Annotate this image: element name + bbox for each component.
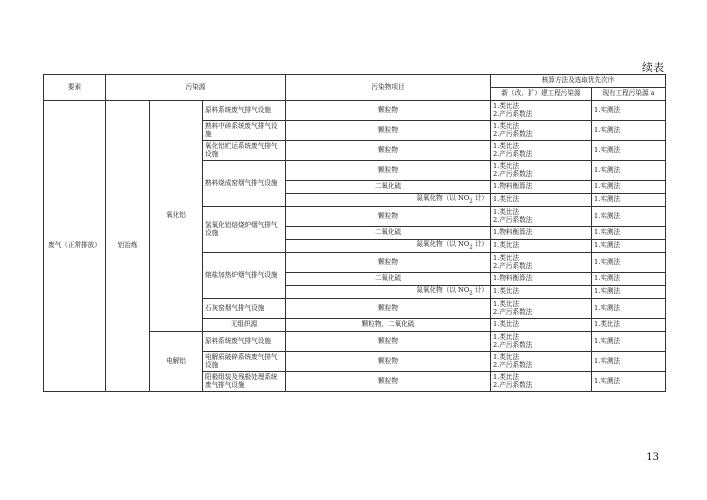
pollutant-cell: 氮氧化物（以 $NO_2$ 计） [286, 194, 491, 207]
new-method-cell: 1.类比法 2.产污系数法 [491, 141, 592, 161]
existing-method-cell: 1.实测法 [592, 286, 666, 299]
header-element: 要素 [44, 75, 106, 101]
existing-method-cell: 1.实测法 [592, 141, 666, 161]
pollutant-cell: 氮氧化物（以 $NO_2$ 计） [286, 240, 491, 253]
existing-method-cell: 1.实测法 [592, 194, 666, 207]
existing-method-cell: 1.实测法 [592, 299, 666, 319]
new-method-cell: 1.类比法 [491, 286, 592, 299]
pollutant-cell: 颗粒物 [286, 101, 491, 121]
facility-cell: 无组织源 [203, 319, 286, 332]
page-number: 13 [646, 452, 659, 463]
existing-method-cell: 1.实测法 [592, 273, 666, 286]
pollutant-cell: 颗粒物 [286, 207, 491, 227]
existing-method-cell: 1.实测法 [592, 121, 666, 141]
pollutant-cell: 二氧化硫 [286, 181, 491, 194]
new-method-cell: 1.类比法 [491, 194, 592, 207]
facility-cell: 熟料烧成窑烟气排气设施 [203, 161, 286, 207]
pollution-source-table [43, 74, 666, 392]
table-row [44, 101, 666, 121]
pollutant-cell: 二氧化硫 [286, 273, 491, 286]
pollutant-cell: 颗粒物 [286, 352, 491, 372]
header-new-source: 新（改、扩）建工程污染源 [491, 88, 592, 101]
facility-cell: 熔盐加热炉烟气排气设施 [203, 253, 286, 299]
new-method-cell: 1.类比法 2.产污系数法 [491, 207, 592, 227]
pollutant-cell: 颗粒物 [286, 332, 491, 352]
facility-cell: 电解质破碎系统废气排气设施 [203, 352, 286, 372]
new-method-cell: 1.类比法 2.产污系数法 [491, 352, 592, 372]
facility-cell: 氧化铝贮运系统废气排气设施 [203, 141, 286, 161]
header-source: 污染源 [106, 75, 286, 101]
new-method-cell: 1.物料衡算法 [491, 273, 592, 286]
new-method-cell: 1.类比法 2.产污系数法 [491, 121, 592, 141]
pollutant-cell: 颗粒物 [286, 161, 491, 181]
existing-method-cell: 1.实测法 [592, 253, 666, 273]
new-method-cell: 1.类比法 2.产污系数法 [491, 101, 592, 121]
pollutant-cell: 颗粒物、二氧化硫 [286, 319, 491, 332]
existing-method-cell: 1.实测法 [592, 240, 666, 253]
header-method-group: 核算方法及选取优先次序 [491, 75, 666, 88]
new-method-cell: 1.物料衡算法 [491, 181, 592, 194]
pollutant-cell: 颗粒物 [286, 253, 491, 273]
pollutant-cell: 颗粒物 [286, 299, 491, 319]
category-electrolytic: 电解铝 [150, 332, 203, 392]
element-cell: 废气（正常排放） [44, 101, 106, 392]
continued-label: 续表 [642, 61, 664, 74]
existing-method-cell: 1.实测法 [592, 181, 666, 194]
existing-method-cell: 1.类比法 [592, 319, 666, 332]
new-method-cell: 1.物料衡算法 [491, 227, 592, 240]
new-method-cell: 1.类比法 2.产污系数法 [491, 253, 592, 273]
new-method-cell: 1.类比法 [491, 319, 592, 332]
header-existing-source: 现有工程污染源 a [592, 88, 666, 101]
header-pollutant: 污染物项目 [286, 75, 491, 101]
new-method-cell: 1.类比法 [491, 240, 592, 253]
pollutant-cell: 颗粒物 [286, 141, 491, 161]
existing-method-cell: 1.实测法 [592, 372, 666, 392]
facility-cell: 阳极组装及残极处理系统废气排气设施 [203, 372, 286, 392]
new-method-cell: 1.类比法 2.产污系数法 [491, 332, 592, 352]
existing-method-cell: 1.实测法 [592, 352, 666, 372]
facility-cell: 原料系统废气排气设施 [203, 101, 286, 121]
category-alumina: 氧化铝 [150, 101, 203, 332]
new-method-cell: 1.类比法 2.产污系数法 [491, 299, 592, 319]
pollutant-cell: 二氧化硫 [286, 227, 491, 240]
industry-cell: 铝冶炼 [106, 101, 150, 392]
facility-cell: 石灰窑烟气排气设施 [203, 299, 286, 319]
facility-cell: 原料系统废气排气设施 [203, 332, 286, 352]
pollutant-cell: 氮氧化物（以 $NO_2$ 计） [286, 286, 491, 299]
existing-method-cell: 1.实测法 [592, 161, 666, 181]
existing-method-cell: 1.实测法 [592, 101, 666, 121]
facility-cell: 熟料中碎系统废气排气设施 [203, 121, 286, 141]
pollutant-cell: 颗粒物 [286, 372, 491, 392]
existing-method-cell: 1.实测法 [592, 227, 666, 240]
existing-method-cell: 1.实测法 [592, 332, 666, 352]
existing-method-cell: 1.实测法 [592, 207, 666, 227]
facility-cell: 氢氧化铝焙烧炉烟气排气设施 [203, 207, 286, 253]
new-method-cell: 1.类比法 2.产污系数法 [491, 161, 592, 181]
pollutant-cell: 颗粒物 [286, 121, 491, 141]
new-method-cell: 1.类比法 2.产污系数法 [491, 372, 592, 392]
